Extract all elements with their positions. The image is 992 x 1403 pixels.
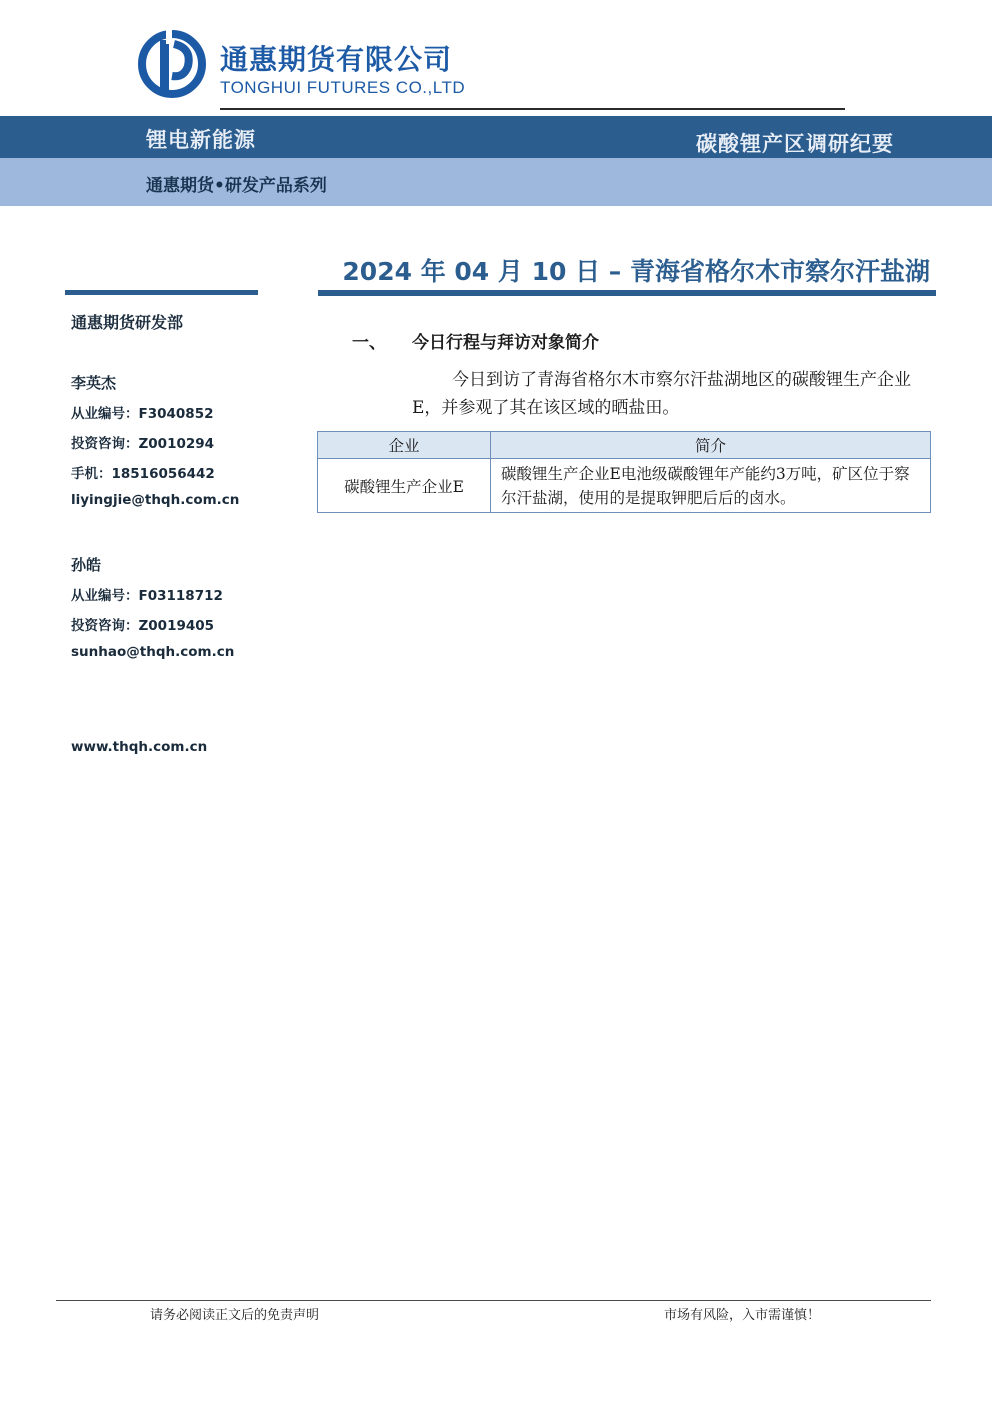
table-cell-intro: 碳酸锂生产企业E电池级碳酸锂年产能约3万吨，矿区位于察尔汗盐湖，使用的是提取钾肥后后的卤水。 <box>491 459 931 513</box>
report-title: 2024 年 04 月 10 日 – 青海省格尔木市察尔汗盐湖 <box>342 257 930 286</box>
website-link[interactable]: www.thqh.com.cn <box>71 739 208 755</box>
footer-divider <box>56 1300 931 1301</box>
section-heading <box>352 328 599 353</box>
company-logo <box>138 30 478 102</box>
footer-disclaimer: 请务必阅读正文后的免责声明 <box>150 1308 320 1323</box>
title-underline <box>318 290 936 296</box>
analyst-license: 从业编号：F3040852 <box>71 406 214 422</box>
company-table <box>317 431 931 513</box>
table-header-intro: 简介 <box>491 432 931 459</box>
company-name-cn: 通惠期货有限公司 <box>220 43 453 76</box>
sidebar-divider <box>65 290 258 295</box>
banner-category: 锂电新能源 <box>146 128 256 152</box>
department-name: 通惠期货研发部 <box>71 313 184 332</box>
table-header-row <box>318 432 931 459</box>
analyst-name: 孙皓 <box>71 556 102 574</box>
section-paragraph: 今日到访了青海省格尔木市察尔汗盐湖地区的碳酸锂生产企业E，并参观了其在该区域的晒盐田。 <box>412 370 911 418</box>
analyst-phone: 手机：18516056442 <box>71 466 215 482</box>
analyst-card <box>71 372 271 522</box>
analyst-card <box>71 554 271 674</box>
table-cell-company: 碳酸锂生产企业E <box>318 459 491 513</box>
table-row <box>318 459 931 513</box>
tonghui-logo-icon <box>138 30 206 98</box>
table-header-company: 企业 <box>318 432 491 459</box>
analyst-name: 李英杰 <box>71 374 117 392</box>
analyst-consult: 投资咨询：Z0010294 <box>71 436 215 452</box>
analyst-email[interactable]: sunhao@thqh.com.cn <box>71 644 235 660</box>
header-divider <box>220 108 845 110</box>
banner-report-type: 碳酸锂产区调研纪要 <box>696 132 894 156</box>
analyst-email[interactable]: liyingjie@thqh.com.cn <box>71 492 240 508</box>
series-label: 通惠期货•研发产品系列 <box>146 176 327 196</box>
company-name-en: TONGHUI FUTURES CO.,LTD <box>220 78 466 97</box>
analyst-license: 从业编号：F03118712 <box>71 588 223 604</box>
analyst-consult: 投资咨询：Z0019405 <box>71 618 215 634</box>
sidebar <box>71 310 271 674</box>
section-number: 一、 <box>352 333 386 353</box>
footer-risk-warning: 市场有风险，入市需谨慎！ <box>663 1308 820 1323</box>
section-heading-text: 今日行程与拜访对象简介 <box>412 333 599 353</box>
